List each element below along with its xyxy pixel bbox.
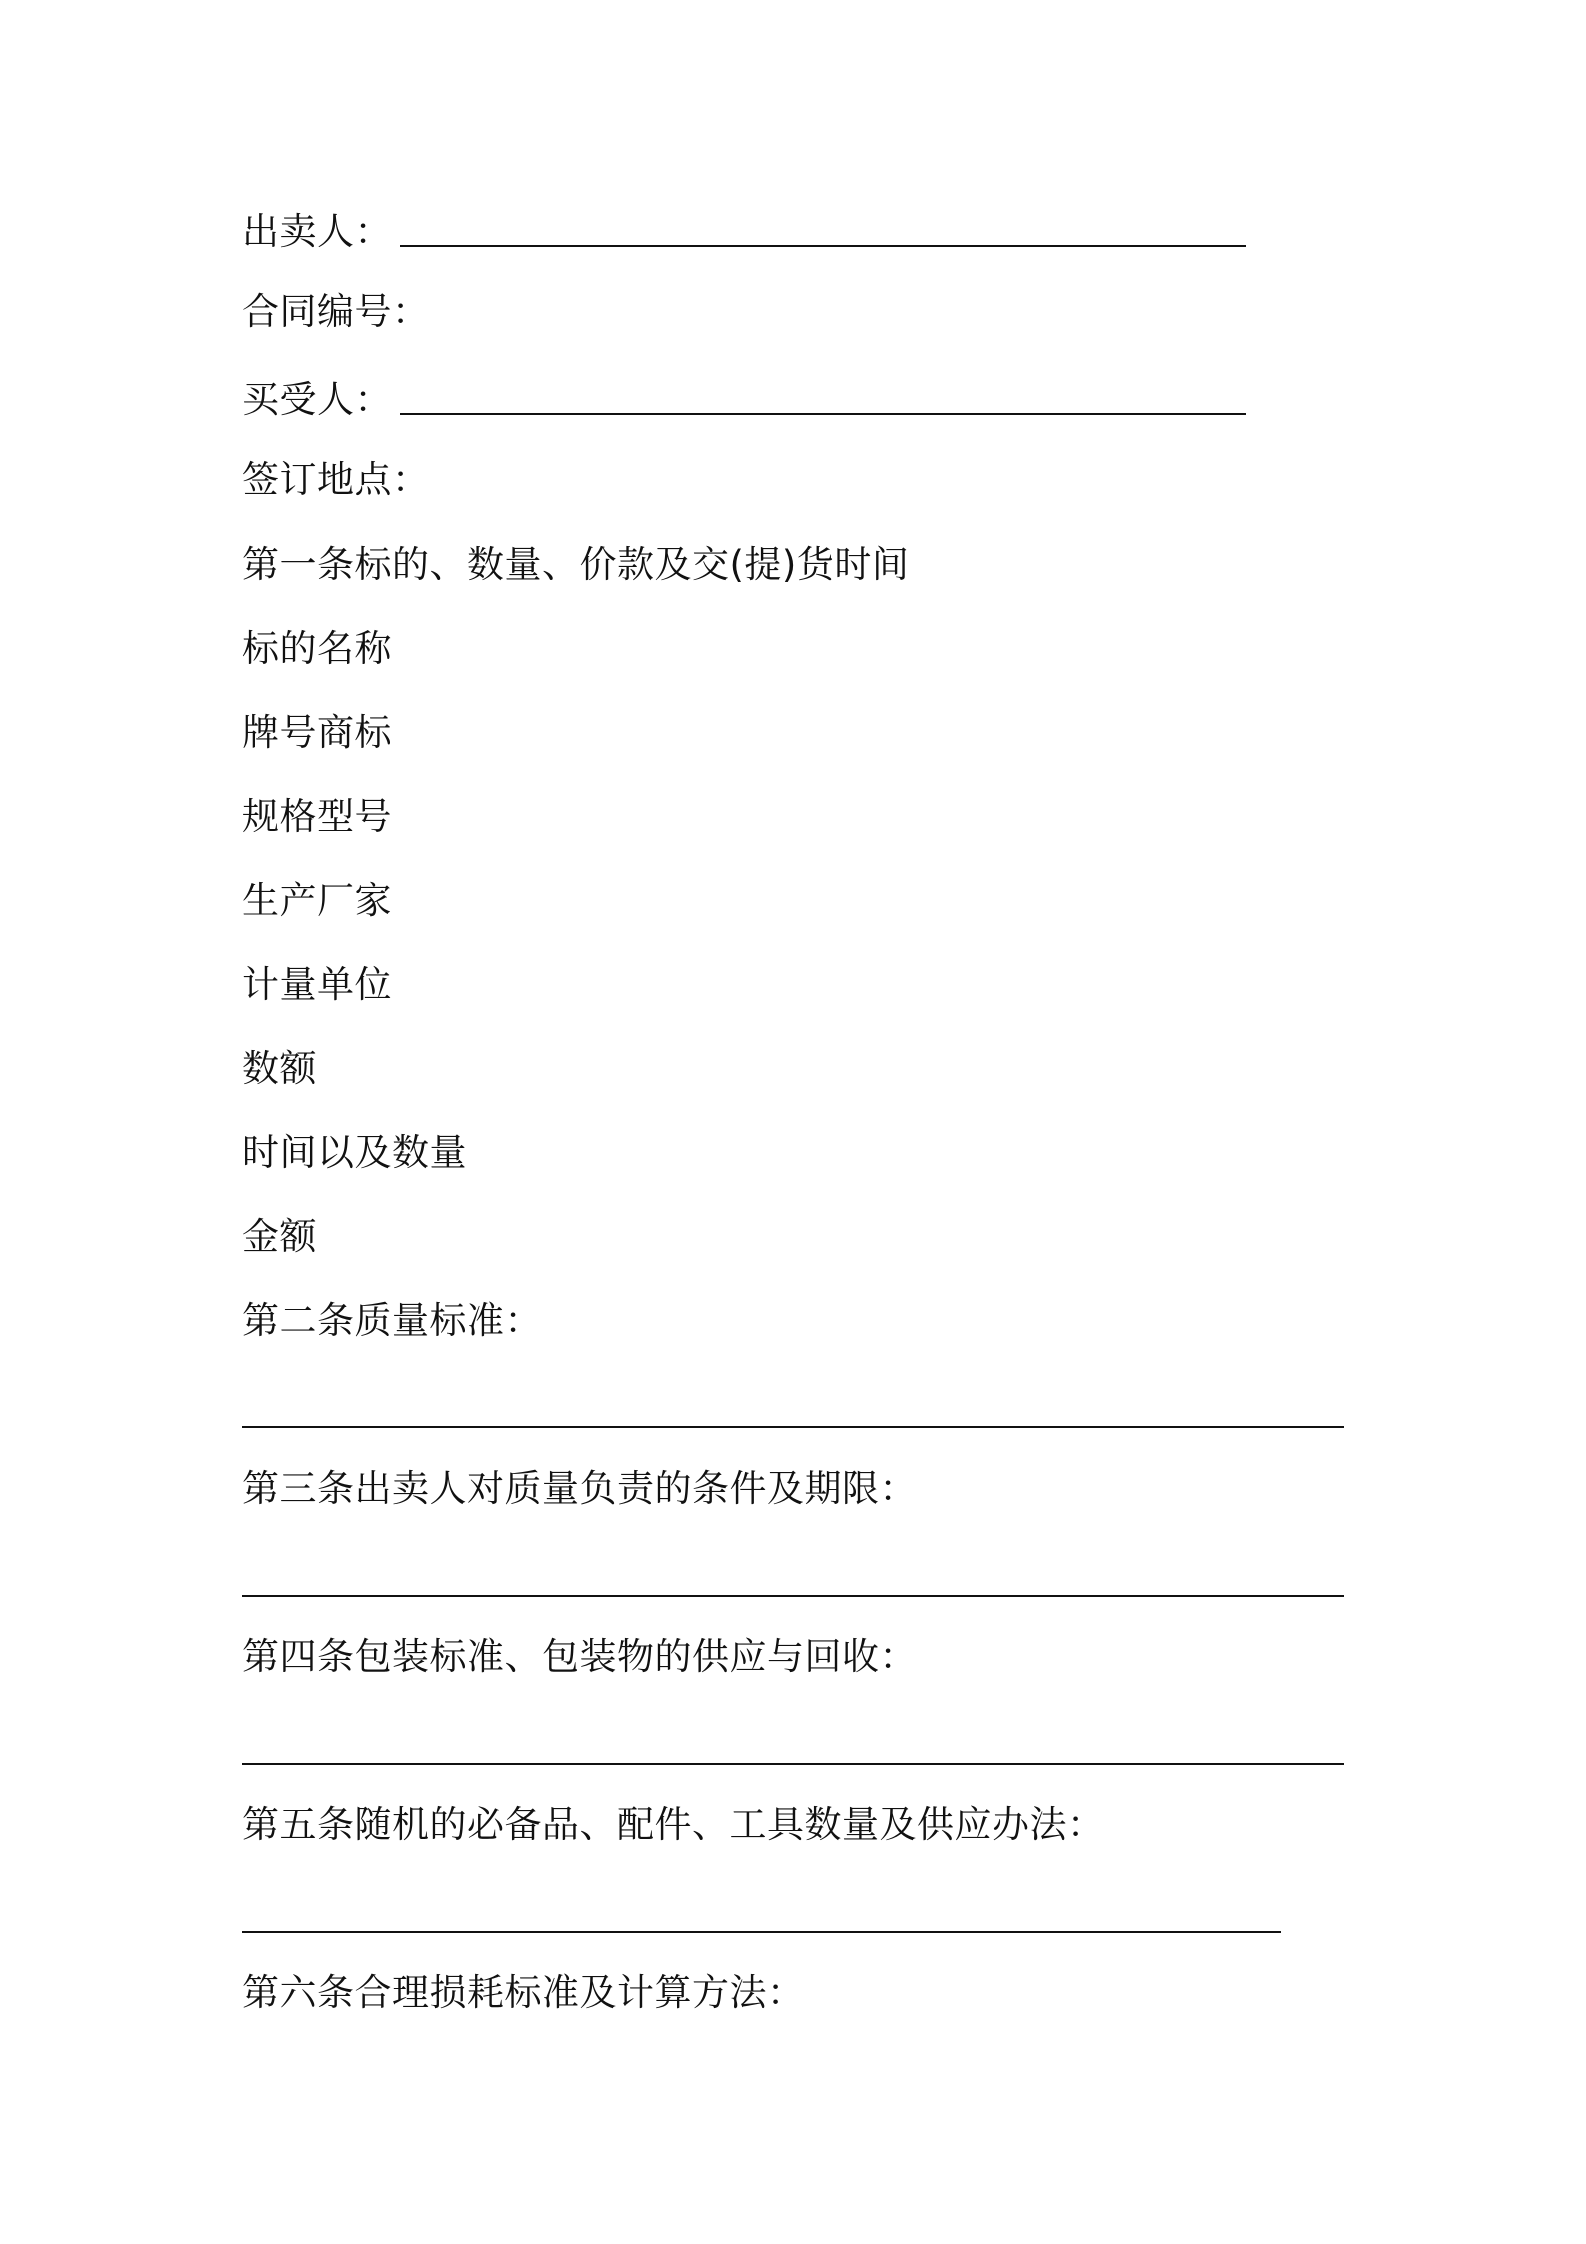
article-1-item-brand-trademark: 牌号商标: [242, 711, 392, 754]
article-3-title: 第三条出卖人对质量负责的条件及期限：: [242, 1467, 917, 1510]
signing-place-label: 签订地点：: [242, 458, 430, 501]
article-1-item-quantity: 数额: [242, 1047, 317, 1090]
article-1-item-time-quantity: 时间以及数量: [242, 1131, 467, 1174]
buyer-blank-line[interactable]: [400, 413, 1246, 415]
article-5-title: 第五条随机的必备品、配件、工具数量及供应办法：: [242, 1803, 1105, 1846]
article-1-item-subject-name: 标的名称: [242, 627, 392, 670]
seller-blank-line[interactable]: [400, 245, 1246, 247]
article-2-title: 第二条质量标准：: [242, 1299, 542, 1342]
article-2-blank-line[interactable]: [242, 1426, 1344, 1428]
article-5-blank-line[interactable]: [242, 1931, 1281, 1933]
article-1-item-manufacturer: 生产厂家: [242, 879, 392, 922]
buyer-field-row: [242, 375, 1246, 425]
seller-field-row: [242, 207, 1246, 257]
buyer-label: 买受人：: [242, 378, 392, 421]
article-4-title: 第四条包装标准、包装物的供应与回收：: [242, 1635, 917, 1678]
article-3-blank-line[interactable]: [242, 1595, 1344, 1597]
article-1-title: 第一条标的、数量、价款及交(提)货时间: [242, 543, 910, 586]
article-1-item-spec-model: 规格型号: [242, 795, 392, 838]
article-4-blank-line[interactable]: [242, 1763, 1344, 1765]
article-1-item-amount: 金额: [242, 1215, 317, 1258]
contract-number-label: 合同编号：: [242, 290, 430, 333]
article-6-title: 第六条合理损耗标准及计算方法：: [242, 1971, 805, 2014]
article-1-item-unit: 计量单位: [242, 963, 392, 1006]
seller-label: 出卖人：: [242, 210, 392, 253]
